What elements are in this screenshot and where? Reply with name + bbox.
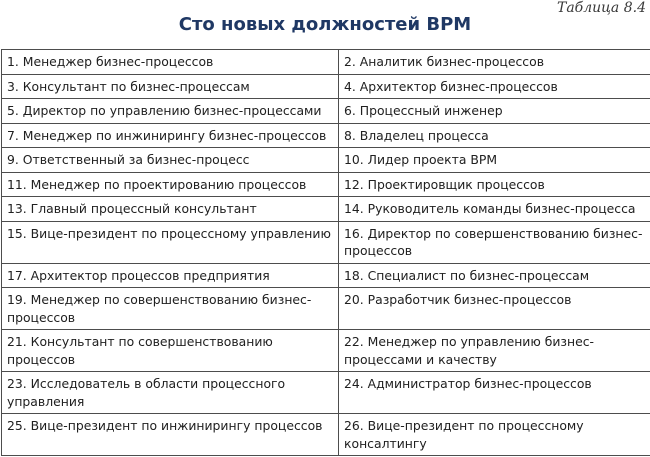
table-row <box>2 172 650 197</box>
table-cell: 4. Архитектор бизнес-процессов <box>339 74 650 99</box>
positions-table <box>1 49 650 456</box>
table-row <box>2 221 650 263</box>
table-cell: 1. Менеджер бизнес-процессов <box>2 50 339 75</box>
table-cell: 20. Разработчик бизнес-процессов <box>339 288 650 330</box>
page-title: Сто новых должностей BPM <box>178 14 472 35</box>
table-cell: 3. Консультант по бизнес-процессам <box>2 74 339 99</box>
table-row <box>2 50 650 75</box>
table-cell: 21. Консультант по совершенствованию процессов <box>2 330 339 372</box>
table-cell: 15. Вице-президент по процессному управлению <box>2 221 339 263</box>
table-cell: 11. Менеджер по проектированию процессов <box>2 172 339 197</box>
table-cell: 14. Руководитель команды бизнес-процесса <box>339 197 650 222</box>
table-cell: 18. Специалист по бизнес-процессам <box>339 263 650 288</box>
table-cell: 2. Аналитик бизнес-процессов <box>339 50 650 75</box>
table-cell: 17. Архитектор процессов предприятия <box>2 263 339 288</box>
table-cell: 5. Директор по управлению бизнес-процессами <box>2 99 339 124</box>
table-row <box>2 288 650 330</box>
table-cell: 6. Процессный инженер <box>339 99 650 124</box>
table-cell: 24. Администратор бизнес-процессов <box>339 372 650 414</box>
table-cell: 16. Директор по совершенствованию бизнес-процессов <box>339 221 650 263</box>
table-row <box>2 148 650 173</box>
table-row <box>2 197 650 222</box>
table-row <box>2 414 650 456</box>
table-cell: 26. Вице-президент по процессному консалтингу <box>339 414 650 456</box>
table-cell: 10. Лидер проекта BPM <box>339 148 650 173</box>
table-cell: 23. Исследователь в области процессного управления <box>2 372 339 414</box>
table-cell: 19. Менеджер по совершенствованию бизнес-процессов <box>2 288 339 330</box>
table-cell: 12. Проектировщик процессов <box>339 172 650 197</box>
table-row <box>2 263 650 288</box>
table-row <box>2 372 650 414</box>
table-cell: 8. Владелец процесса <box>339 123 650 148</box>
table-caption: Таблица 8.4 <box>557 0 646 16</box>
table-cell: 9. Ответственный за бизнес-процесс <box>2 148 339 173</box>
table-row <box>2 99 650 124</box>
table-cell: 7. Менеджер по инжинирингу бизнес-процессов <box>2 123 339 148</box>
table-row <box>2 123 650 148</box>
table-cell: 13. Главный процессный консультант <box>2 197 339 222</box>
table-cell: 22. Менеджер по управлению бизнес-процессами и качеству <box>339 330 650 372</box>
table-row <box>2 330 650 372</box>
table-cell: 25. Вице-президент по инжинирингу процессов <box>2 414 339 456</box>
table-row <box>2 74 650 99</box>
